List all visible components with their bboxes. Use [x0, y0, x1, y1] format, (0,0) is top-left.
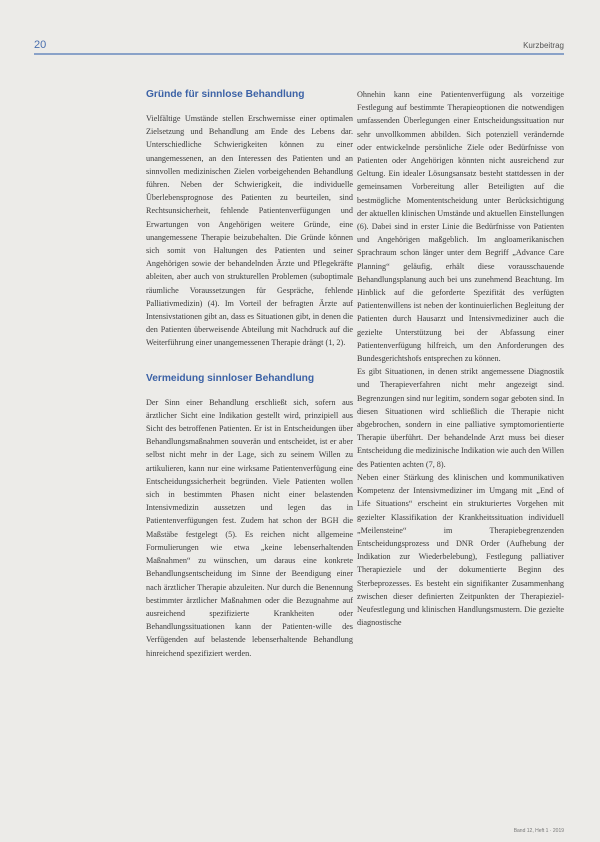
paragraph: Es gibt Situationen, in denen strikt angemessene Diagnostik und Therapieverfahren nicht mehr angezeigt sind. Begrenzungen sind nur legitim, sondern sogar geboten sind. In diesen Situationen wird schließlich die Therapie nicht abgebrochen, sondern in eine palliative symptomorientierte Therapie überführt. Der behandelnde Arzt muss bei dieser Entscheidung die medizinische Indikation wie auch den Willen des Patienten achten (7, 8). [357, 367, 564, 469]
section-heading-avoidance: Vermeidung sinnloser Behandlung [146, 372, 315, 384]
page-number: 20 [34, 39, 47, 51]
left-column [146, 88, 353, 660]
right-column [357, 88, 564, 629]
header-rule [34, 53, 564, 55]
running-head: Kurzbeitrag [523, 41, 564, 50]
paragraph: Ohnehin kann eine Patientenverfügung als vorzeitige Festlegung auf bestimmte Therapieoptionen die notwendigen umfassenden Überlegungen einer Entscheidungssituation nur sehr unvollkommen abbilden. Sich potenziell verändernde oder entwickelnde persönliche Ziele oder Bedürfnisse von Patienten oder Angehörigen könnten nicht ausreichend zur Geltung. Ein idealer Lösungsansatz besteht stattdessen in der gemeinsamen Vorbereitung aller Beteiligten auf die bestmögliche Momententscheidung unter Berücksichtigung der aktuellen klinischen Umstände und aktuellen Einstellungen (6). Dabei sind in erster Linie die Bedürfnisse von Patienten und Angehörigen maßgeblich. Im angloamerikanischen Sprachraum schon länger unter dem Begriff „Advance Care Planning“ geläufig, erhält diese vorausschauende Behandlungsplanung auch bei uns zunehmend Beachtung. Im Hinblick auf die geforderte Spezifität des verfügten Patientenwillens ist neben der kontinuierlichen Begleitung der Patienten durch Hausarzt und Intensivmediziner auch die gezielte Unterstützung bei der Abfassung einer Patientenverfügung hilfreich, um den Anforderungen des Bundesgerichtshofs entsprechen zu können. [357, 90, 564, 364]
page-header [0, 0, 600, 60]
paragraph: Der Sinn einer Behandlung erschließt sich, sofern aus ärztlicher Sicht eine Indikation gestellt wird, prinzipiell aus Sicht des betroffenen Patienten. Er ist in Entscheidungen über Behandlungsmaßnahmen souverän und entscheidet, ist er aber selbst nicht mehr in der Lage, sich zu seinem Willen zu artikulieren, kann nur eine wirksame Patientenverfügung eine Entscheidungssicherheit begründen. Viele Patienten wollen sich in bestimmten Phasen nicht einer belastenden Intensivmedizin aussetzen und legen das in Patientenverfügungen fest. Zudem hat schon der BGH die Maßstäbe festgelegt (5). Es reichen nicht allgemeine Formulierungen wie etwa „keine lebenserhaltenden Maßnahmen“ zu wünschen, um daraus eine konkrete Behandlungsentscheidung im Sinne der Beendigung einer nach ärztlicher Therapie abzuleiten. Nur durch die Benennung bestimmter ärztlicher Maßnahmen oder die Bezugnahme auf ausreichend spezifizierte Krankheiten oder Behandlungssituationen kann der Patienten-wille des Verfügenden auf belastende lebenserhaltende Behandlung hinreichend spezifiziert werden. [146, 397, 353, 658]
section-heading-reasons: Gründe für sinnlose Behandlung [146, 89, 305, 100]
paragraph: Vielfältige Umstände stellen Erschwernisse einer optimalen Zielsetzung und Behandlung am Ende des Lebens dar. Unterschiedliche Schwierigkeiten können zu einer unangemessenen, an den Interessen des Patienten und an sinnvollen medizinischen Zielen vorbeigehenden Behandlung führen. Neben der Schwierigkeit, die individuelle Überlebensprognose des Patienten zu beurteilen, sind Rechtsunsicherheit, fehlende Patientenverfügungen und Erwartungen von Angehörigen weitere Gründe, eine unangemessene Therapie beizubehalten. Die Gründe können sich somit von Haltungen des Patienten und seiner Angehörigen sowie der behandelnden Ärzte und Pflegekräfte ableiten, aber auch von strukturellen Problemen (suboptimale räumliche Voraussetzungen für Gespräche, fehlende Palliativmedizin) (4). Im Vorteil der befragten Ärzte auf Intensivstationen gibt an, dass es Situationen gibt, in denen die den Patienten überweisende Abteilung mit Nachdruck auf die Weiterführung einer unangemessenen Therapie drängt (1, 2). [146, 114, 353, 348]
section-spacer [146, 350, 353, 372]
footer-journal-ref: Band 12, Heft 1 · 2019 [513, 828, 564, 834]
paragraph: Neben einer Stärkung des klinischen und kommunikativen Kompetenz der Intensivmediziner im Umgang mit „End of Life Situations“ erscheint ein strukturiertes Vorgehen mit gezielter Klassifikation der Krankheitssituation individuell „Meilensteine“ im Therapiebegrenzenden Entscheidungsprozess und DNR Order (Aufhebung der Indikation zur Wiederbelebung), Festlegung palliativer Therapieziele und der dokumentierte Beginn des Sterbeprozesses. Es besteht ein signifikanter Zusammenhang zwischen dieser definierten Zeitpunkten der Therapieziel-Neufestlegung und klinischen Handlungsmustern. Die gezielte diagnostische [357, 472, 564, 628]
